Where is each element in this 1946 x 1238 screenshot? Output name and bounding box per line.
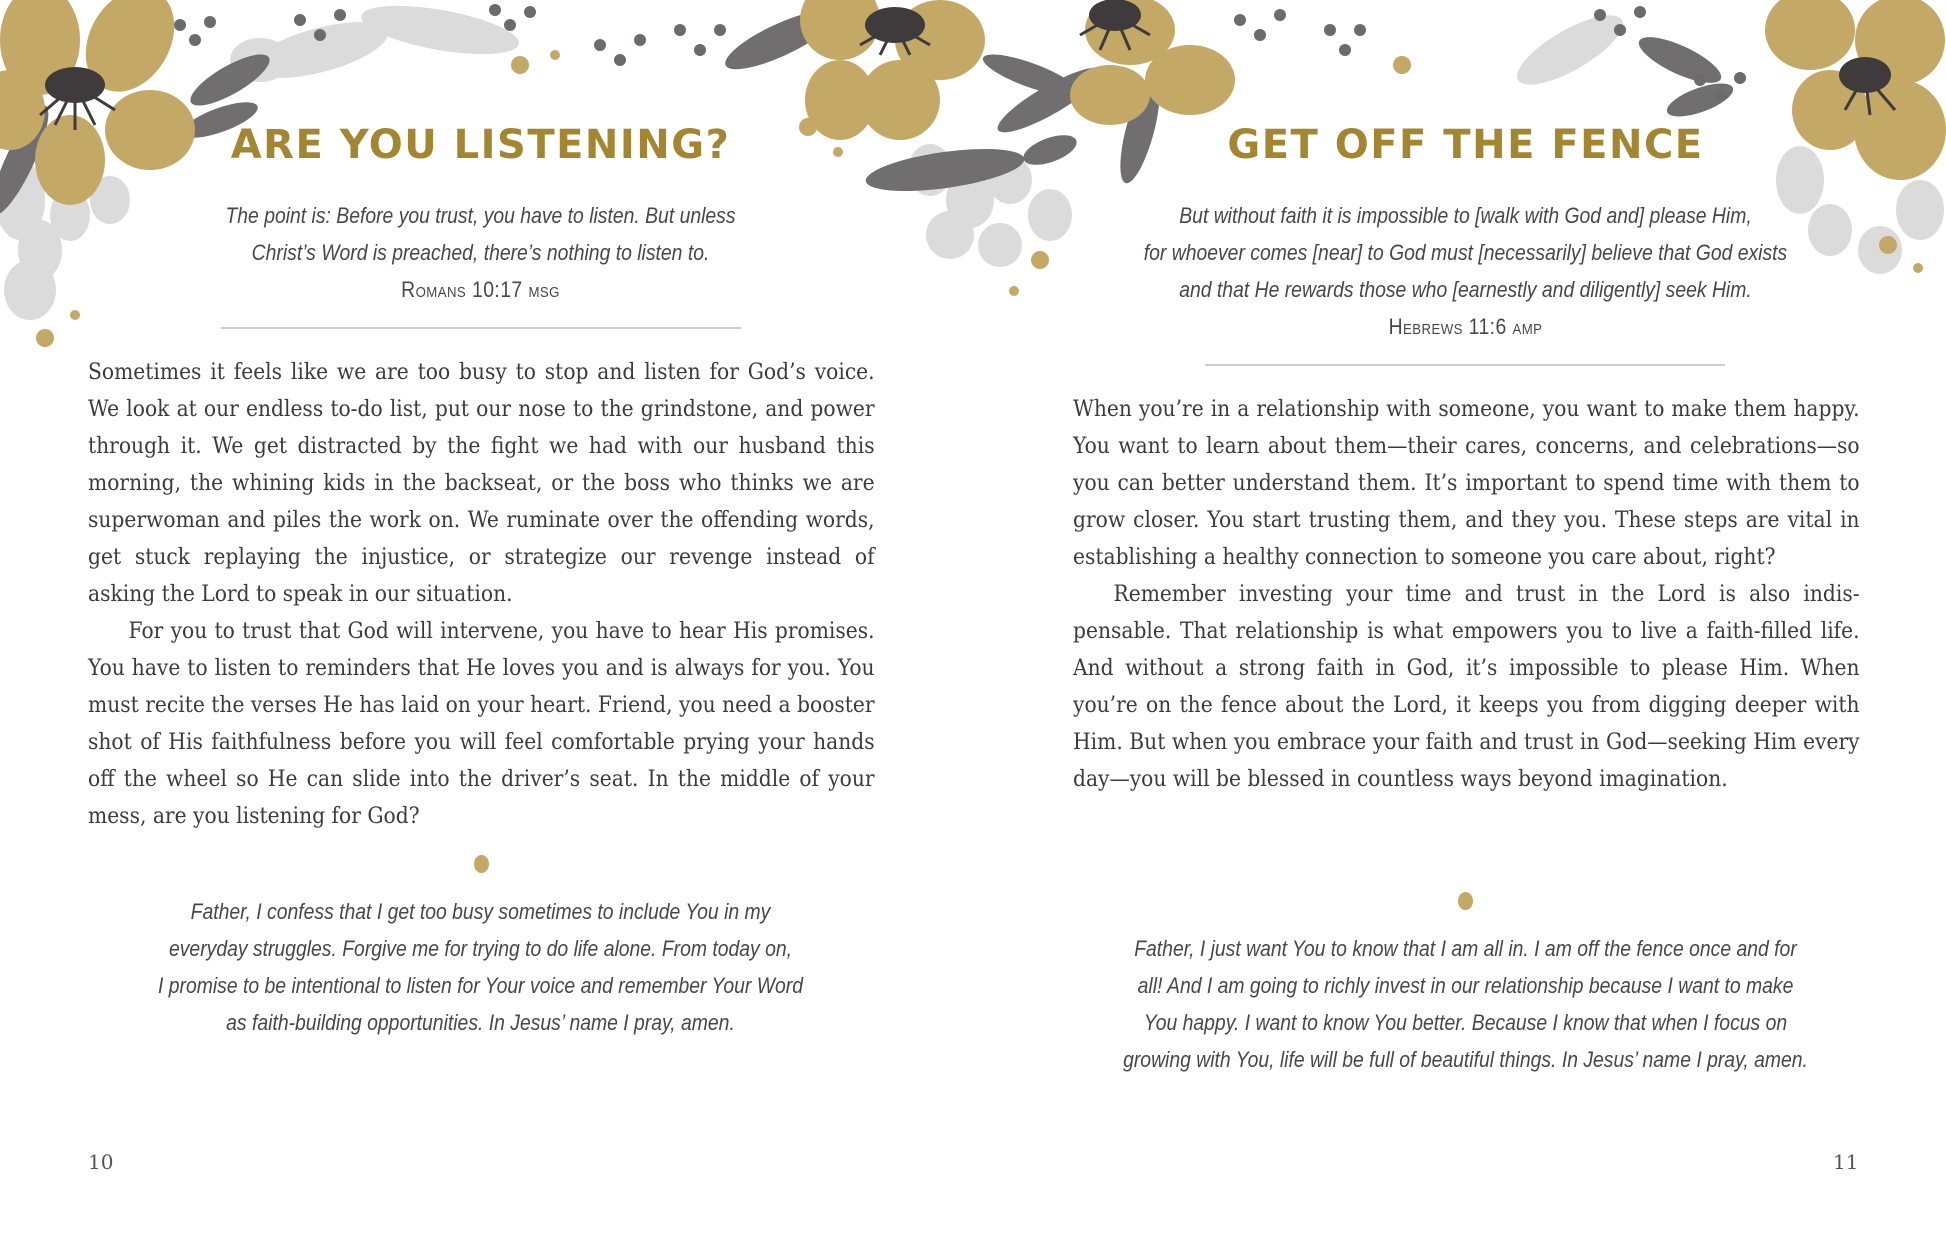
paragraph: Sometimes it feels like we are too busy to stop and listen for God’s voice. We look at our endless to-do list, put our nose to the grindstone, and power through it. We get distracted by the fight we had with our husband this morning, the whining kids in the backseat, or the boss who thinks we are superwoman and piles the work on. We ruminate over the offending words, get stuck replaying the injustice, or strategize our revenge instead of asking the Lord to speak in our situation. xyxy=(88,359,875,607)
page-number: 11 xyxy=(1833,1150,1859,1174)
prayer-line: Father, I confess that I get too busy sometimes to include You in my xyxy=(190,899,771,924)
prayer-line: You happy. I want to know You better. Because I know that when I focus on xyxy=(1143,1010,1788,1035)
verse-line: The point is: Before you trust, you have to listen. But unless xyxy=(225,203,736,228)
dot-icon xyxy=(1458,892,1473,910)
body-text xyxy=(1073,391,1860,798)
paragraph: For you to trust that God will intervene, you have to hear His promises. You have to listen to reminders that He loves you and is always for you. You must recite the verses He has laid on your heart. Friend, you need a booster shot of His faithfulness before you will feel comfortable prying your hands off the wheel so He can slide into the driver’s seat. In the middle of your mess, are you listening for God? xyxy=(88,618,875,829)
verse-line: and that He rewards those who [earnestly and diligently] seek Him. xyxy=(1179,277,1752,302)
paragraph: Remember investing your time and trust in the Lord is also indispensable. That relationship is what empowers you to live a faith-filled life. And without a strong faith in God, it’s impossible to please Him. When you’re on the fence about the Lord, it keeps you from digging deeper with Him. But when you embrace your faith and trust in God—seeking Him every day—you will be blessed in countless ways beyond imagination. xyxy=(1073,581,1860,792)
prayer-text xyxy=(135,893,826,1041)
verse-line: Christ’s Word is preached, there’s nothing to listen to. xyxy=(251,240,710,265)
dot-icon xyxy=(474,855,489,873)
prayer-line: Father, I just want You to know that I am all in. I am off the fence once and for xyxy=(1134,936,1797,961)
prayer-line: as faith-building opportunities. In Jesus’ name I pray, amen. xyxy=(226,1010,735,1035)
prayer-line: growing with You, life will be full of beautiful things. In Jesus’ name I pray, amen. xyxy=(1123,1047,1808,1072)
divider xyxy=(1205,364,1725,366)
divider xyxy=(221,327,741,329)
scripture-verse xyxy=(135,197,826,308)
prayer-line: I promise to be intentional to listen for Your voice and remember Your Word xyxy=(158,973,803,998)
prayer-line: everyday struggles. Forgive me for trying to do life alone. From today on, xyxy=(168,936,793,961)
right-page xyxy=(973,0,1946,1238)
page-title: ARE YOU LISTENING? xyxy=(230,122,731,168)
body-text xyxy=(88,354,875,835)
prayer-text xyxy=(1120,930,1811,1078)
verse-line: But without faith it is impossible to [walk with God and] please Him, xyxy=(1179,203,1752,228)
page-title: GET OFF THE FENCE xyxy=(1227,122,1704,168)
page-number: 10 xyxy=(88,1150,114,1174)
paragraph: When you’re in a relationship with someone, you want to make them happy. You want to learn about them—their cares, concerns, and celebrations—so you can better understand them. It’s important to spend time with them to grow closer. You start trusting them, and they you. These steps are vital in establishing a healthy connection to someone you care about, right? xyxy=(1073,396,1860,570)
scripture-verse xyxy=(1120,197,1811,345)
verse-reference: Hebrews 11:6 amp xyxy=(1388,314,1543,339)
verse-line: for whoever comes [near] to God must [necessarily] believe that God exists xyxy=(1143,240,1788,265)
verse-reference: Romans 10:17 msg xyxy=(401,277,560,302)
prayer-line: all! And I am going to richly invest in our relationship because I want to make xyxy=(1137,973,1794,998)
